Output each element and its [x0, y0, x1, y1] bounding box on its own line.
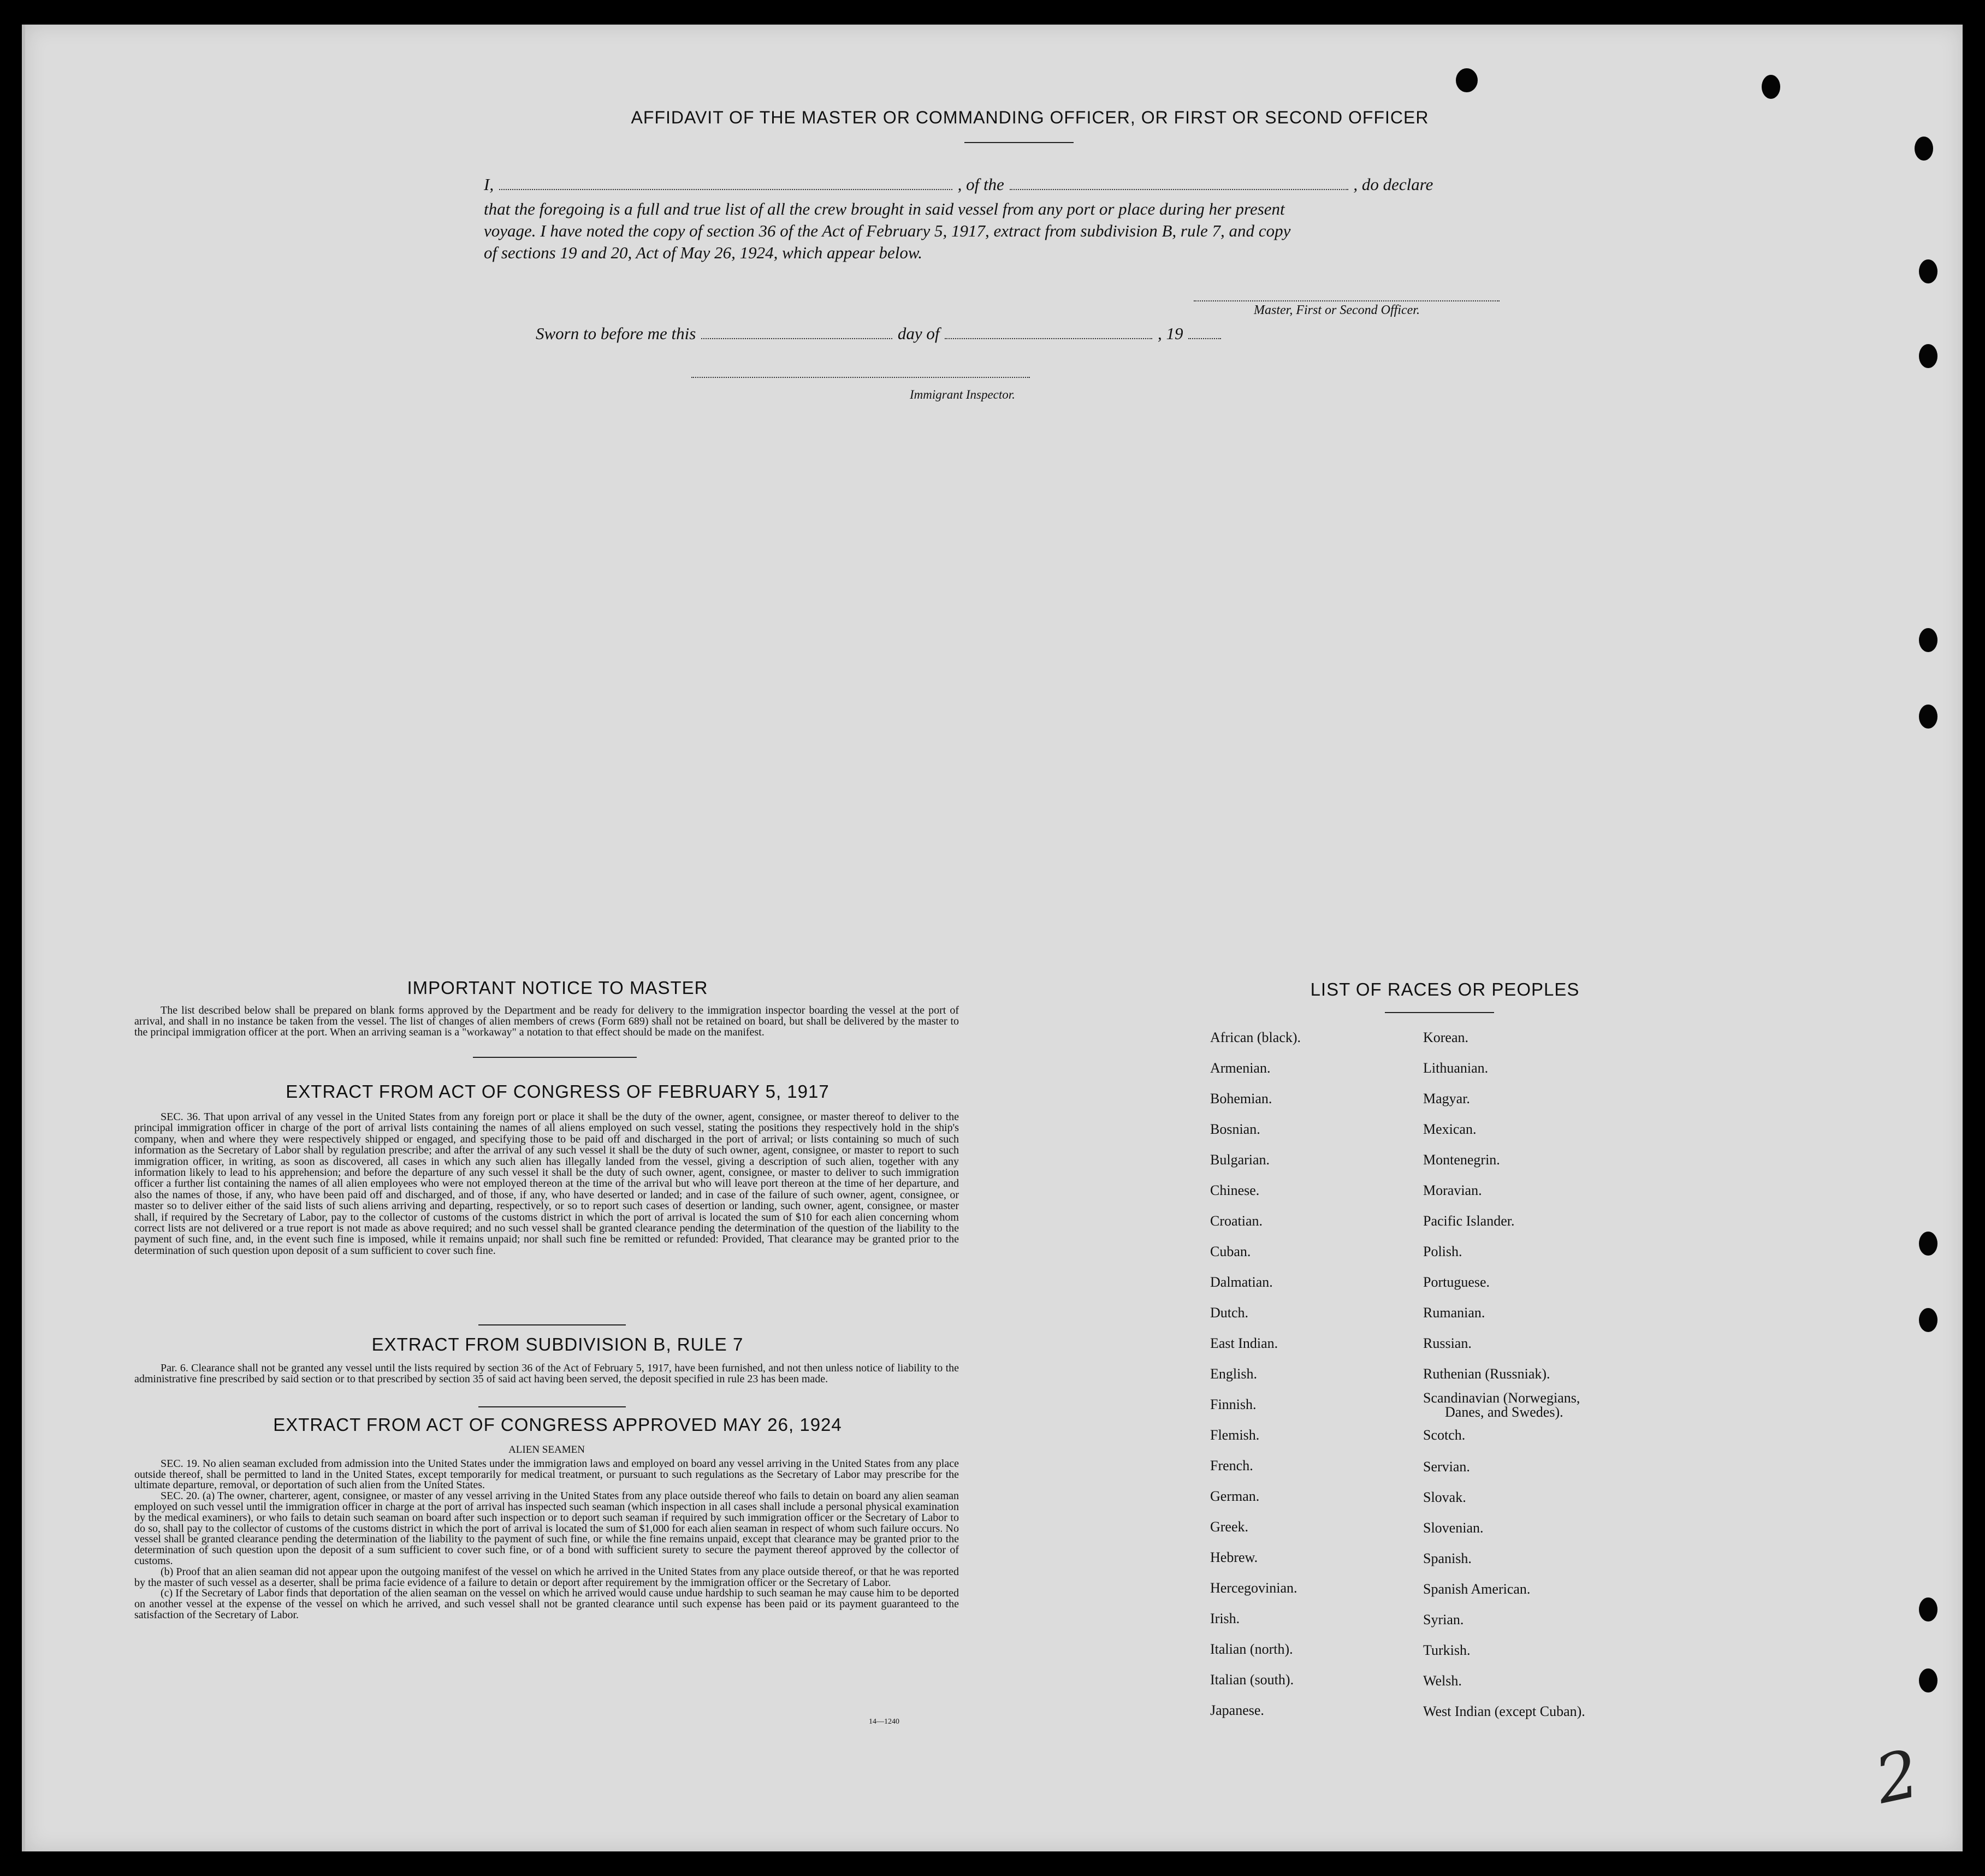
notice-text — [134, 1005, 959, 1038]
race-item: Greek. — [1210, 1519, 1249, 1535]
race-item: Rumanian. — [1423, 1305, 1485, 1321]
race-item: Moravian. — [1423, 1182, 1482, 1198]
section-20a-paragraph: SEC. 20. (a) The owner, charterer, agent, consignee, or master of any vessel arriving in the United States from any place outside thereof who fails to detain on board any alien seaman employed on such vessel until the immigration officer in charge at the port of arrival has inspected such seaman (which inspection in all cases shall include a personal physical examination by the medical examiners), or who fails to detain such seaman on board after such inspection or to deport such seaman if required by such immigration officer or the Secretary of Labor to do so, shall pay to the collector of customs of the customs district in which the port of arrival is located the sum of $1,000 for each alien seaman in respect of whom such failure occurs. No vessel shall be granted clearance pending the determination of the liability to the payment of such fine, or while the fine remains unpaid, except that clearance may be granted prior to the determination of such question upon the deposit of a sum sufficient to cover such fine, or of a bond with sufficient surety to secure the payment thereof approved by the collector of customs. — [134, 1490, 959, 1567]
form-number: 14—1240 — [869, 1718, 899, 1726]
of-the-label: , of the — [957, 175, 1004, 194]
race-item: Armenian. — [1210, 1060, 1271, 1076]
master-signature-line[interactable] — [1194, 300, 1500, 301]
master-signature-label: Master, First or Second Officer. — [1254, 303, 1420, 317]
binder-hole — [1919, 344, 1937, 368]
race-item: Servian. — [1423, 1459, 1470, 1475]
declaration-line-4: of sections 19 and 20, Act of May 26, 1924, which appear below. — [484, 243, 923, 262]
race-item: Dalmatian. — [1210, 1274, 1273, 1290]
race-item: Scotch. — [1423, 1427, 1466, 1443]
binder-hole — [1456, 68, 1478, 92]
notice-title: IMPORTANT NOTICE TO MASTER — [407, 978, 708, 998]
race-item: English. — [1210, 1366, 1257, 1382]
race-item: Pacific Islander. — [1423, 1213, 1515, 1229]
rule-7-paragraph: Par. 6. Clearance shall not be granted any vessel until the lists required by section 36 of the Act of February 5, 1917, have been furnished, and not then unless notice of liability to the administrative fine prescribed by said section or to that prescribed by section 35 of said act having been served, the deposit specified in rule 23 has been made. — [134, 1362, 959, 1385]
notice-paragraph: The list described below shall be prepared on blank forms approved by the Department and be ready for delivery to the immigration inspector boarding the vessel at the port of arrival, and shall in no instance be taken from the vessel. The list of changes of alien members of crews (Form 689) shall not be retained on board, but shall be delivered by the master to the principal immigration officer at the port. When an arriving seaman is a "workaway" a notation to that effect should be made on the manifest. — [134, 1004, 959, 1038]
race-item: Bulgarian. — [1210, 1152, 1270, 1168]
binder-hole — [1919, 1308, 1937, 1332]
sworn-day-label: day of — [897, 324, 940, 343]
binder-hole — [1919, 1668, 1937, 1692]
sworn-line — [536, 324, 1222, 344]
race-item: Slovak. — [1423, 1489, 1466, 1505]
race-item: Hebrew. — [1210, 1549, 1258, 1565]
declare-label: , do declare — [1353, 175, 1433, 194]
race-item: Mexican. — [1423, 1121, 1477, 1137]
extract-1917-title: EXTRACT FROM ACT OF CONGRESS OF FEBRUARY 5, 1917 — [286, 1081, 829, 1102]
race-item: Flemish. — [1210, 1427, 1260, 1443]
declaration-line-2: that the foregoing is a full and true list of all the crew brought in said vessel from any port or place during her present — [484, 199, 1285, 218]
divider — [964, 142, 1074, 143]
race-item: Danes, and Swedes). — [1445, 1404, 1563, 1420]
sworn-prefix: Sworn to before me this — [536, 324, 696, 343]
sworn-year-label: , 19 — [1157, 324, 1183, 343]
race-item: Bosnian. — [1210, 1121, 1260, 1137]
inspector-signature-line[interactable] — [691, 377, 1030, 378]
declarant-name-field[interactable] — [499, 188, 952, 190]
vessel-name-field[interactable] — [1010, 188, 1348, 190]
race-item: Croatian. — [1210, 1213, 1263, 1229]
race-item: Korean. — [1423, 1029, 1469, 1045]
race-item: Italian (south). — [1210, 1672, 1294, 1688]
race-item: Polish. — [1423, 1244, 1462, 1259]
race-item: Finnish. — [1210, 1396, 1257, 1412]
rule-7-text — [134, 1363, 959, 1384]
race-item: West Indian (except Cuban). — [1423, 1703, 1585, 1719]
race-item: Hercegovinian. — [1210, 1580, 1297, 1596]
races-list — [1210, 1029, 1702, 1739]
race-item: Dutch. — [1210, 1305, 1249, 1321]
sworn-year-field[interactable] — [1188, 338, 1221, 339]
race-item: Magyar. — [1423, 1091, 1470, 1106]
race-item: Chinese. — [1210, 1182, 1260, 1198]
binder-hole — [1915, 137, 1933, 161]
race-item: Welsh. — [1423, 1673, 1462, 1689]
race-item: Portuguese. — [1423, 1274, 1490, 1290]
rule-7-title: EXTRACT FROM SUBDIVISION B, RULE 7 — [371, 1334, 744, 1354]
section-20c-paragraph: (c) If the Secretary of Labor finds that deportation of the alien seaman on the vessel on which he arrived would cause undue hardship to such seaman he may cause him to be deported on another vessel at the expense of the vessel on which he arrived, and such vessel shall not be granted clearance until such expense has been paid or its payment guaranteed to the satisfaction of the Secretary of Labor. — [134, 1587, 959, 1621]
section-19-paragraph: SEC. 19. No alien seaman excluded from admission into the United States under the immigration laws and employed on board any vessel arriving in the United States from any place outside thereof, shall be permitted to land in the United States, except temporarily for medical treatment, or pursuant to such regulations as the Secretary of Labor may prescribe for the ultimate departure, removal, or deportation of such alien from the United States. — [134, 1457, 959, 1492]
binder-hole — [1919, 1597, 1937, 1621]
binder-hole — [1919, 705, 1937, 729]
race-item: Slovenian. — [1423, 1520, 1484, 1536]
alien-seamen-subtitle: ALIEN SEAMEN — [508, 1444, 585, 1455]
sworn-day-field[interactable] — [701, 338, 892, 339]
divider — [473, 1057, 637, 1058]
section-36-paragraph: SEC. 36. That upon arrival of any vessel in the United States from any foreign port or place it shall be the duty of the owner, agent, consignee, or master thereof to deliver to the principal immigration officer in charge of the port of arrival lists containing the names of all aliens employed on such vessel, stating the positions they respectively hold in the ship's company, when and where they were respectively shipped or engaged, and specifying those to be paid off and discharged in the port of arrival; or lists containing so much of such information as the Secretary of Labor shall by regulation prescribe; and after the arrival of any such vessel it shall be the duty of such owner, agent, consignee, or master to report to such immigration officer, in writing, as soon as discovered, all cases in which any such alien has illegally landed from the vessel, giving a description of such alien, together with any information likely to lead to his apprehension; and before the departure of any such vessel it shall be the duty of such owner, agent, consignee, or master to deliver to such immigration officer a further list containing the names of all alien employees who were not employed thereon at the time of the arrival but who will leave port thereon at the time of her departure, and also the names of those, if any, who have been paid off and discharged, and of those, if any, who have deserted or landed; and in case of the failure of such owner, agent, consignee, or master so to deliver either of the said lists of such aliens arriving and departing, respectively, or so to report such cases of desertion or landing, such owner, agent, consignee, or master shall, if required by the Secretary of Labor, pay to the collector of customs of the customs district in which the port of arrival is located the sum of $10 for each alien concerning whom correct lists are not delivered or a true report is not made as above required; and no such vessel shall be granted clearance pending the determination of the question of the liability to the payment of such fine, and, in the event such fine is imposed, while it remains unpaid; nor shall such fine be remitted or refunded: Provided, That clearance may be granted prior to the determination of such question upon deposit of a sum sufficient to cover such fine. — [134, 1111, 959, 1257]
race-item: Cuban. — [1210, 1244, 1251, 1259]
race-item: Italian (north). — [1210, 1641, 1293, 1657]
race-item: Bohemian. — [1210, 1091, 1272, 1106]
affidavit-title: AFFIDAVIT OF THE MASTER OR COMMANDING OFFICER, OR FIRST OR SECOND OFFICER — [631, 108, 1429, 127]
divider — [1385, 1012, 1494, 1013]
race-item: German. — [1210, 1488, 1260, 1504]
extract-1924-text — [134, 1445, 959, 1621]
declarant-prefix: I, — [484, 175, 494, 194]
extract-1924-title: EXTRACT FROM ACT OF CONGRESS APPROVED MAY 26, 1924 — [273, 1415, 842, 1435]
race-item: Irish. — [1210, 1611, 1240, 1626]
divider — [478, 1324, 626, 1325]
declaration-line-1 — [484, 175, 1433, 194]
races-title: LIST OF RACES OR PEOPLES — [1310, 979, 1580, 999]
race-item: Syrian. — [1423, 1612, 1464, 1628]
race-item: Lithuanian. — [1423, 1060, 1489, 1076]
handwritten-annotation: 2 — [1869, 1736, 1925, 1819]
race-item: French. — [1210, 1458, 1253, 1473]
race-item: Russian. — [1423, 1335, 1472, 1351]
extract-1917-text — [134, 1111, 959, 1256]
declaration-line-3: voyage. I have noted the copy of section 36 of the Act of February 5, 1917, extract from subdivision B, rule 7, and copy — [484, 221, 1291, 240]
binder-hole — [1919, 1232, 1937, 1256]
race-item: African (black). — [1210, 1029, 1301, 1045]
binder-hole — [1919, 628, 1937, 652]
binder-hole — [1762, 75, 1780, 99]
race-item: East Indian. — [1210, 1335, 1278, 1351]
inspector-signature-label: Immigrant Inspector. — [910, 388, 1015, 401]
race-item: Turkish. — [1423, 1642, 1471, 1658]
race-item: Ruthenian (Russniak). — [1423, 1366, 1550, 1382]
race-item: Scandinavian (Norwegians, — [1423, 1390, 1580, 1406]
sworn-month-field[interactable] — [945, 338, 1152, 339]
document-sheet — [22, 25, 1963, 1851]
race-item: Spanish American. — [1423, 1581, 1531, 1597]
divider — [478, 1406, 626, 1407]
binder-hole — [1919, 259, 1937, 283]
race-item: Japanese. — [1210, 1702, 1264, 1718]
race-item: Spanish. — [1423, 1550, 1472, 1566]
section-20b-paragraph: (b) Proof that an alien seaman did not appear upon the outgoing manifest of the vessel on which he arrived in the United States from any place outside thereof, or that he was reported by the master of such vessel as a deserter, shall be prima facie evidence of a failure to detain or deport after requirement by the immigration officer or the Secretary of Labor. — [134, 1565, 959, 1589]
race-item: Montenegrin. — [1423, 1152, 1500, 1168]
